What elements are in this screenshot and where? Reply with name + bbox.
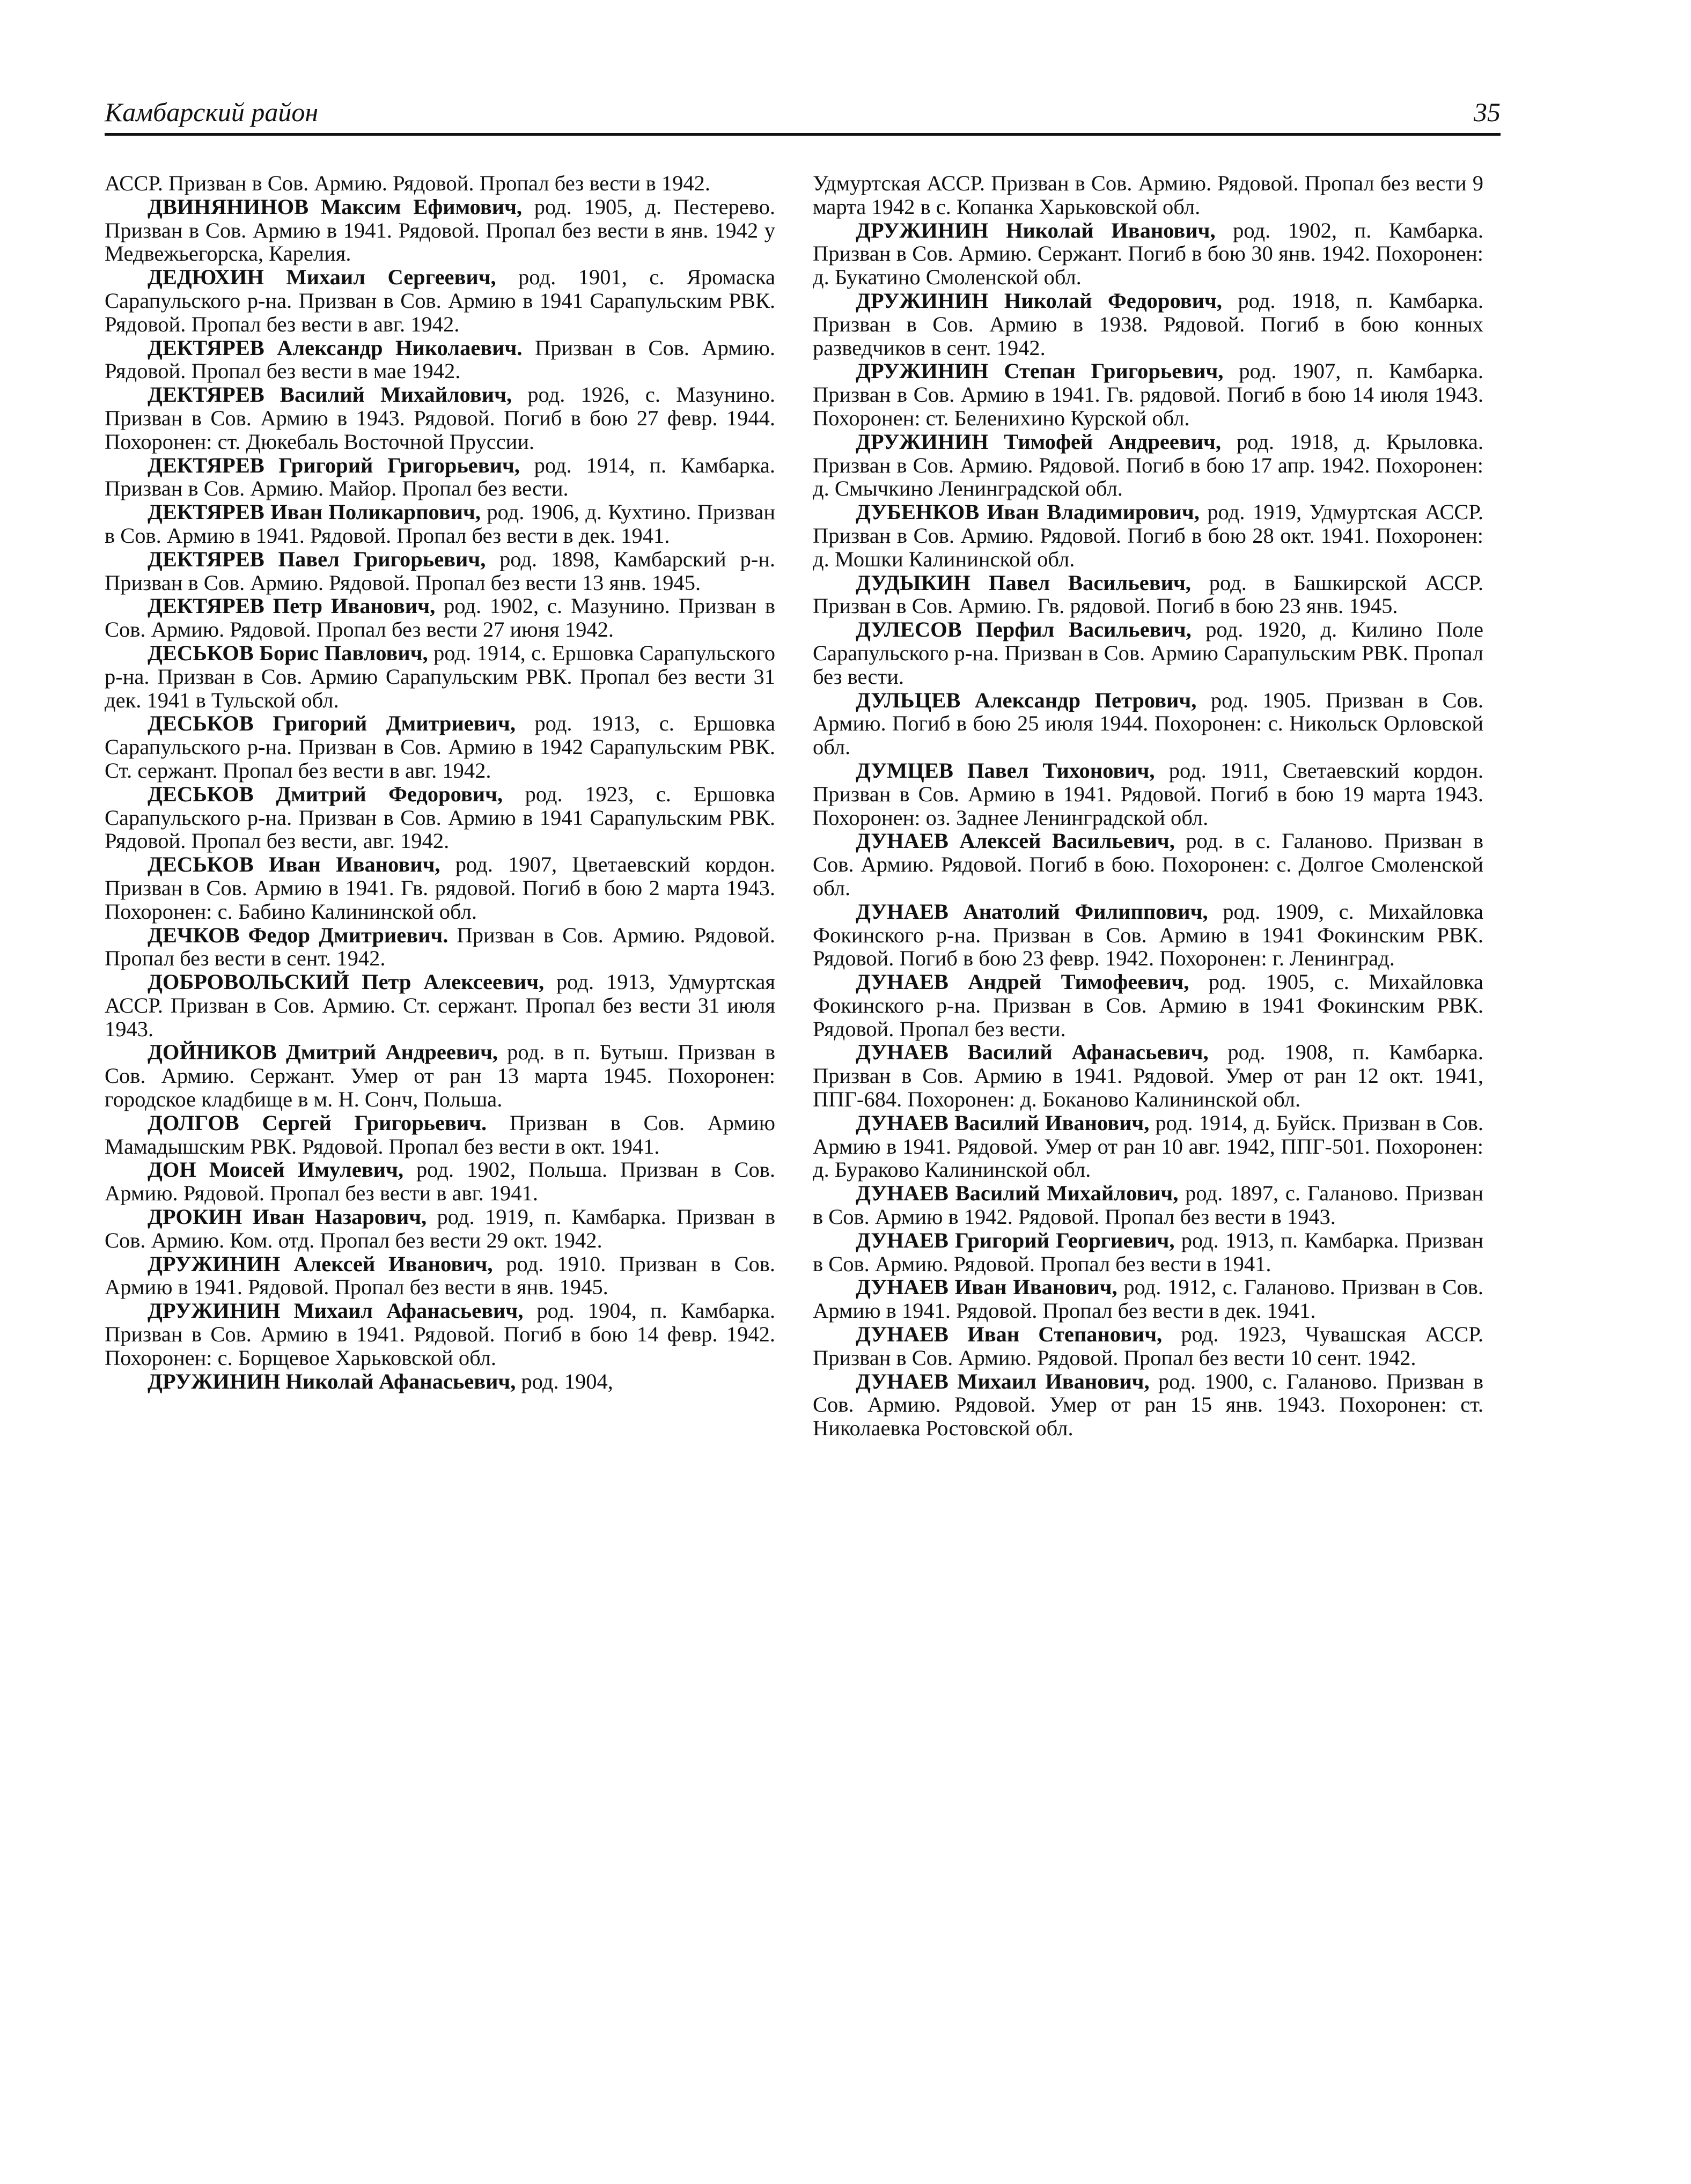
list-item bbox=[813, 1275, 1483, 1323]
list-item bbox=[105, 195, 775, 265]
entry-text: род. 1910. Призван в Сов. Армию в 1941. Рядовой. Пропал без вести в янв. 1945. bbox=[105, 1251, 775, 1300]
entry-text: род. 1902, с. Мазунино. Призван в Сов. Армию. Рядовой. Пропал без вести 27 июня 1942. bbox=[105, 594, 775, 642]
entry-name: ДРУЖИНИН Тимофей Андреевич, bbox=[856, 429, 1221, 454]
entry-text: Удмуртская АССР. Призван в Сов. Армию. Рядовой. Пропал без вести 9 марта 1942 в с. Копанка Харьковской обл. bbox=[813, 172, 1483, 219]
entry-text: род. 1900, с. Галаново. Призван в Сов. Армию. Рядовой. Умер от ран 15 янв. 1943. Похоронен: ст. Николаевка Ростовской обл. bbox=[813, 1369, 1483, 1441]
entry-name: ДВИНЯНИНОВ Максим Ефимович, bbox=[148, 194, 523, 219]
entry-name: ДЕКТЯРЕВ Петр Иванович, bbox=[148, 594, 436, 618]
list-item bbox=[105, 641, 775, 712]
entry-text: род. 1923, с. Ершовка Сарапульского р-на. Призван в Сов. Армию в 1941 Сарапульским РВК. Рядовой. Пропал без вести, авг. 1942. bbox=[105, 781, 775, 853]
entry-name: ДЕКТЯРЕВ Павел Григорьевич, bbox=[148, 547, 486, 571]
list-item bbox=[813, 759, 1483, 829]
list-item bbox=[813, 172, 1483, 219]
entry-text: род. 1897, с. Галаново. Призван в Сов. Армию в 1942. Рядовой. Пропал без вести в 1943. bbox=[813, 1181, 1483, 1229]
entry-text: род. 1913, п. Камбарка. Призван в Сов. Армию. Рядовой. Пропал без вести в 1941. bbox=[813, 1228, 1483, 1276]
entry-text: род. 1923, Чувашская АССР. Призван в Сов. Армию. Рядовой. Пропал без вести 10 сент. 1942. bbox=[813, 1322, 1483, 1370]
entry-text: род. 1913, Удмуртская АССР. Призван в Сов. Армию. Ст. сержант. Пропал без вести 31 июля 1943. bbox=[105, 970, 775, 1041]
entry-name: ДРУЖИНИН Николай Иванович, bbox=[856, 218, 1216, 242]
list-item bbox=[105, 783, 775, 853]
entry-name: ДЕКТЯРЕВ Александр Николаевич. bbox=[148, 335, 523, 360]
entry-text: род. 1914, п. Камбарка. Призван в Сов. Армию. Майор. Пропал без вести. bbox=[105, 453, 775, 501]
entry-text: Призван в Сов. Армию. Рядовой. Пропал без вести в мае 1942. bbox=[105, 335, 775, 383]
entry-name: ДОЛГОВ Сергей Григорьевич. bbox=[148, 1110, 487, 1135]
running-head-region: Камбарский район bbox=[105, 97, 319, 127]
entry-name: ДУНАЕВ Анатолий Филиппович, bbox=[856, 899, 1208, 924]
list-item bbox=[813, 430, 1483, 500]
entry-name: ДОН Моисей Имулевич, bbox=[148, 1157, 404, 1182]
entry-name: ДЕКТЯРЕВ Иван Поликарпович, bbox=[148, 500, 481, 525]
entry-name: ДУНАЕВ Михаил Иванович, bbox=[856, 1369, 1150, 1393]
entry-text: род. 1913, с. Ершовка Сарапульского р-на. Призван в Сов. Армию в 1942 Сарапульским РВК. Ст. сержант. Пропал без вести в авг. 1942. bbox=[105, 711, 775, 783]
list-item bbox=[105, 1041, 775, 1111]
list-item bbox=[813, 618, 1483, 688]
entry-text: род. 1904, bbox=[516, 1369, 613, 1393]
entry-text: род. 1918, д. Крыловка. Призван в Сов. Армию. Рядовой. Погиб в бою 17 апр. 1942. Похоронен: д. Смычкино Ленинградской обл. bbox=[813, 429, 1483, 501]
entry-text: род. 1911, Светаевский кордон. Призван в Сов. Армию в 1941. Рядовой. Погиб в бою 19 марта 1943. Похоронен: оз. Заднее Ленинградской обл. bbox=[813, 758, 1483, 830]
list-item bbox=[813, 1229, 1483, 1276]
list-item bbox=[105, 924, 775, 971]
list-item bbox=[813, 1041, 1483, 1111]
entry-text: род. 1909, с. Михайловка Фокинского р-на. Призван в Сов. Армию в 1941 Фокинским РВК. Рядовой. Погиб в бою 23 февр. 1942. Похоронен: г. Ленинград. bbox=[813, 899, 1483, 971]
entry-text: род. 1901, с. Яромаска Сарапульского р-на. Призван в Сов. Армию в 1941 Сарапульским РВК. Рядовой. Пропал без вести в авг. 1942. bbox=[105, 265, 775, 336]
entry-text: род. 1914, с. Ершовка Сарапульского р-на. Призван в Сов. Армию Сарапульским РВК. Пропал без вести 31 дек. 1941 в Тульской обл. bbox=[105, 640, 775, 712]
entry-text: род. 1920, д. Килино Поле Сарапульского р-на. Призван в Сов. Армию Сарапульским РВК. Пропал без вести. bbox=[813, 617, 1483, 689]
entry-name: ДЕКТЯРЕВ Василий Михайлович, bbox=[148, 382, 512, 407]
entry-name: ДРУЖИНИН Николай Афанасьевич, bbox=[148, 1369, 516, 1393]
entry-text: род. в Башкирской АССР. Призван в Сов. Армию. Гв. рядовой. Погиб в бою 23 янв. 1945. bbox=[813, 570, 1483, 618]
entry-name: ДЕЧКОВ Федор Дмитриевич. bbox=[148, 923, 449, 947]
list-item bbox=[813, 219, 1483, 289]
entry-name: ДУНАЕВ Григорий Георгиевич, bbox=[856, 1228, 1175, 1252]
entry-name: ДОБРОВОЛЬСКИЙ Петр Алексеевич, bbox=[148, 970, 545, 994]
entry-text: род. 1919, п. Камбарка. Призван в Сов. Армию. Ком. отд. Пропал без вести 29 окт. 1942. bbox=[105, 1205, 775, 1252]
page-header bbox=[105, 92, 1501, 131]
entry-name: ДУНАЕВ Иван Иванович, bbox=[856, 1275, 1117, 1300]
page-number: 35 bbox=[1474, 97, 1501, 127]
entry-text: род. 1918, п. Камбарка. Призван в Сов. Армию в 1938. Рядовой. Погиб в бою конных разведчиков в сент. 1942. bbox=[813, 288, 1483, 360]
list-item bbox=[813, 970, 1483, 1041]
entry-text: род. 1907, п. Камбарка. Призван в Сов. Армию в 1941. Гв. рядовой. Погиб в бою 14 июля 1943. Похоронен: ст. Беленихино Курской обл. bbox=[813, 359, 1483, 430]
list-item bbox=[813, 571, 1483, 618]
list-item bbox=[813, 500, 1483, 571]
list-item bbox=[105, 172, 775, 195]
entry-text: род. 1908, п. Камбарка. Призван в Сов. Армию в 1941. Рядовой. Умер от ран 12 окт. 1941, ППГ-684. Похоронен: д. Боканово Калининской обл. bbox=[813, 1040, 1483, 1112]
entry-name: ДОЙНИКОВ Дмитрий Андреевич, bbox=[148, 1040, 498, 1065]
entry-name: ДРУЖИНИН Михаил Афанасьевич, bbox=[148, 1298, 524, 1323]
list-item bbox=[105, 970, 775, 1041]
list-item bbox=[813, 1182, 1483, 1229]
entry-name: ДРУЖИНИН Алексей Иванович, bbox=[148, 1251, 493, 1276]
left-column bbox=[105, 172, 775, 2156]
entry-name: ДЕКТЯРЕВ Григорий Григорьевич, bbox=[148, 453, 520, 477]
list-item bbox=[813, 1111, 1483, 1182]
list-item bbox=[813, 829, 1483, 899]
entry-name: ДУНАЕВ Василий Иванович, bbox=[856, 1110, 1150, 1135]
entry-text: род. 1905, с. Михайловка Фокинского р-на. Призван в Сов. Армию в 1941 Фокинским РВК. Рядовой. Пропал без вести. bbox=[813, 970, 1483, 1041]
list-item bbox=[105, 853, 775, 923]
entry-name: ДУМЦЕВ Павел Тихонович, bbox=[856, 758, 1155, 783]
entry-name: ДЕСЬКОВ Дмитрий Федорович, bbox=[148, 781, 503, 806]
entry-name: ДУЛЕСОВ Перфил Васильевич, bbox=[856, 617, 1192, 642]
list-item bbox=[105, 594, 775, 641]
right-column bbox=[813, 172, 1483, 2156]
entry-name: ДУБЕНКОВ Иван Владимирович, bbox=[856, 500, 1200, 525]
list-item bbox=[105, 1158, 775, 1205]
entry-text: род. 1905, д. Пестерево. Призван в Сов. Армию в 1941. Рядовой. Пропал без вести в янв. 1942 у Медвежьегорска, Карелия. bbox=[105, 194, 775, 266]
list-item bbox=[813, 689, 1483, 759]
list-item bbox=[105, 265, 775, 336]
list-item bbox=[105, 1252, 775, 1300]
list-item bbox=[813, 900, 1483, 970]
list-item bbox=[813, 289, 1483, 359]
entry-text: род. в с. Галаново. Призван в Сов. Армию. Рядовой. Погиб в бою. Похоронен: с. Долгое Смоленской обл. bbox=[813, 829, 1483, 900]
entry-name: ДУНАЕВ Алексей Васильевич, bbox=[856, 829, 1175, 853]
entry-text: род. 1906, д. Кухтино. Призван в Сов. Армию в 1941. Рядовой. Пропал без вести в дек. 1941. bbox=[105, 500, 775, 548]
entry-text: род. 1898, Камбарский р-н. Призван в Сов. Армию. Рядовой. Пропал без вести 13 янв. 1945. bbox=[105, 547, 775, 595]
entry-text: род. 1902, Польша. Призван в Сов. Армию. Рядовой. Пропал без вести в авг. 1941. bbox=[105, 1157, 775, 1206]
entry-name: ДУНАЕВ Андрей Тимофеевич, bbox=[856, 970, 1189, 994]
entry-name: ДЕСЬКОВ Григорий Дмитриевич, bbox=[148, 711, 516, 736]
list-item bbox=[813, 359, 1483, 430]
list-item bbox=[105, 1370, 775, 1393]
entry-text: род. 1904, п. Камбарка. Призван в Сов. Армию в 1941. Рядовой. Погиб в бою 14 февр. 1942. Похоронен: с. Борщевое Харьковской обл. bbox=[105, 1298, 775, 1370]
entry-name: ДРУЖИНИН Степан Григорьевич, bbox=[856, 359, 1224, 383]
list-item bbox=[105, 454, 775, 501]
header-rule bbox=[105, 133, 1501, 136]
entry-name: ДУНАЕВ Василий Афанасьевич, bbox=[856, 1040, 1209, 1065]
list-item bbox=[105, 336, 775, 383]
entry-text: Призван в Сов. Армию. Рядовой. Пропал без вести в сент. 1942. bbox=[105, 923, 775, 971]
entry-name: ДУНАЕВ Иван Степанович, bbox=[856, 1322, 1163, 1347]
entry-text: род. 1902, п. Камбарка. Призван в Сов. Армию. Сержант. Погиб в бою 30 янв. 1942. Похоронен: д. Букатино Смоленской обл. bbox=[813, 218, 1483, 290]
entry-text: род. 1907, Цветаевский кордон. Призван в Сов. Армию в 1941. Гв. рядовой. Погиб в бою 2 марта 1943. Похоронен: с. Бабино Калининской обл. bbox=[105, 852, 775, 924]
list-item bbox=[813, 1370, 1483, 1440]
entry-text: род. 1905. Призван в Сов. Армию. Погиб в бою 25 июля 1944. Похоронен: с. Никольск Орловской обл. bbox=[813, 688, 1483, 759]
entry-text: род. 1914, д. Буйск. Призван в Сов. Армию в 1941. Рядовой. Умер от ран 10 авг. 1942, ППГ-501. Похоронен: д. Бураково Калининской обл. bbox=[813, 1110, 1483, 1182]
list-item bbox=[105, 712, 775, 782]
entry-name: ДУНАЕВ Василий Михайлович, bbox=[856, 1181, 1179, 1206]
list-item bbox=[105, 1299, 775, 1369]
entry-name: ДУДЫКИН Павел Васильевич, bbox=[856, 570, 1191, 595]
list-item bbox=[105, 500, 775, 548]
entry-text: род. 1912, с. Галаново. Призван в Сов. Армию в 1941. Рядовой. Пропал без вести в дек. 1941. bbox=[813, 1275, 1483, 1323]
entry-name: ДЕСЬКОВ Борис Павлович, bbox=[148, 640, 428, 665]
entry-text: Призван в Сов. Армию Мамадышским РВК. Рядовой. Пропал без вести в окт. 1941. bbox=[105, 1110, 775, 1159]
entry-text: род. 1926, с. Мазунино. Призван в Сов. Армию в 1943. Рядовой. Погиб в бою 27 февр. 1944. Похоронен: ст. Дюкебаль Восточной Пруссии. bbox=[105, 382, 775, 454]
list-item bbox=[105, 548, 775, 595]
entry-name: ДЕСЬКОВ Иван Иванович, bbox=[148, 852, 440, 877]
list-item bbox=[105, 1205, 775, 1252]
entry-name: ДРОКИН Иван Назарович, bbox=[148, 1205, 427, 1229]
entry-name: ДЕДЮХИН Михаил Сергеевич, bbox=[148, 265, 496, 290]
list-item bbox=[813, 1323, 1483, 1370]
entry-text: АССР. Призван в Сов. Армию. Рядовой. Пропал без вести в 1942. bbox=[105, 172, 711, 195]
list-item bbox=[105, 383, 775, 453]
entry-name: ДУЛЬЦЕВ Александр Петрович, bbox=[856, 688, 1197, 712]
entry-text: род. 1919, Удмуртская АССР. Призван в Сов. Армию. Рядовой. Погиб в бою 28 окт. 1941. Похоронен: д. Мошки Калининской обл. bbox=[813, 500, 1483, 571]
list-item bbox=[105, 1111, 775, 1159]
entry-name: ДРУЖИНИН Николай Федорович, bbox=[856, 288, 1222, 313]
entry-text: род. в п. Бутыш. Призван в Сов. Армию. Сержант. Умер от ран 13 марта 1945. Похоронен: городское кладбище в м. Н. Сонч, Польша. bbox=[105, 1040, 775, 1112]
